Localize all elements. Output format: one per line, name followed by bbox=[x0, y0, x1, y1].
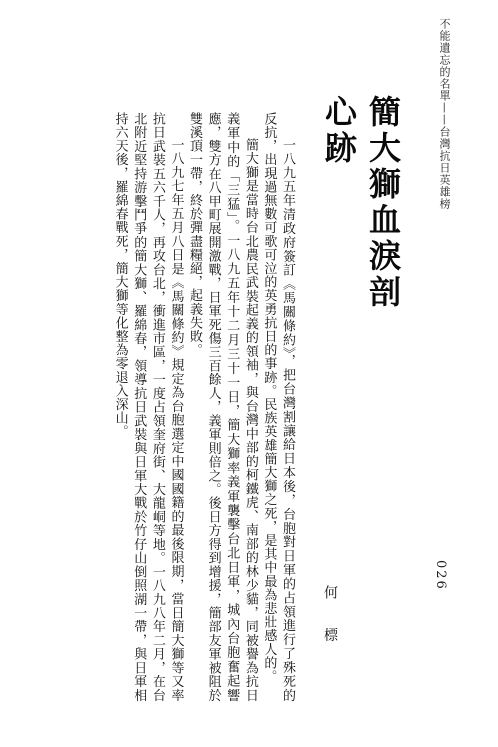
article-body bbox=[24, 112, 296, 702]
paragraph: 簡大獅是當時台北農民武裝起義的領袖，與台灣中部的柯鐵虎、南部的林少貓，同被譽為抗日義軍中的「三猛」。一八九五年十二月三十一日，簡大獅率義軍襲擊台北日軍，城內台胞奮起響應，雙方在八甲町展開激戰，日軍死傷三百餘人，義軍則倍之。後日方得到增援，簡部友軍被阻於雙溪頂一帶，終於彈盡糧絕，起義失敗。 bbox=[187, 112, 258, 702]
running-head: 不能遺忘的名單——台灣抗日英雄榜 bbox=[438, 18, 451, 210]
paragraph: 一八九七年五月八日是《馬關條約》規定為台胞選定中國國籍的最後限期，當日簡大獅等又率抗日武裝五六千人，再攻台北，衝進市區，一度占領奎府街、大龍峒等地。一八九八年二月，在台北附近堅持游擊鬥爭的簡大獅、羅綿春，領導抗日武裝與日軍大戰於竹仔山倒照湖一帶，與日軍相持六天後，羅綿春戰死，簡大獅等化整為零退入深山。 bbox=[112, 112, 184, 702]
paragraph: 一八九五年清政府簽訂《馬關條約》，把台灣割讓給日本後，台胞對日軍的占領進行了殊死的反抗，出現過無數可歌可泣的英勇抗日的事跡。民族英雄簡大獅之死，是其中最為悲壯感人的。 bbox=[261, 112, 295, 702]
author-name: 何 標 bbox=[322, 585, 338, 654]
article-title: 簡大獅血淚剖心跡 bbox=[320, 95, 402, 311]
page-number: 026 bbox=[433, 560, 448, 591]
